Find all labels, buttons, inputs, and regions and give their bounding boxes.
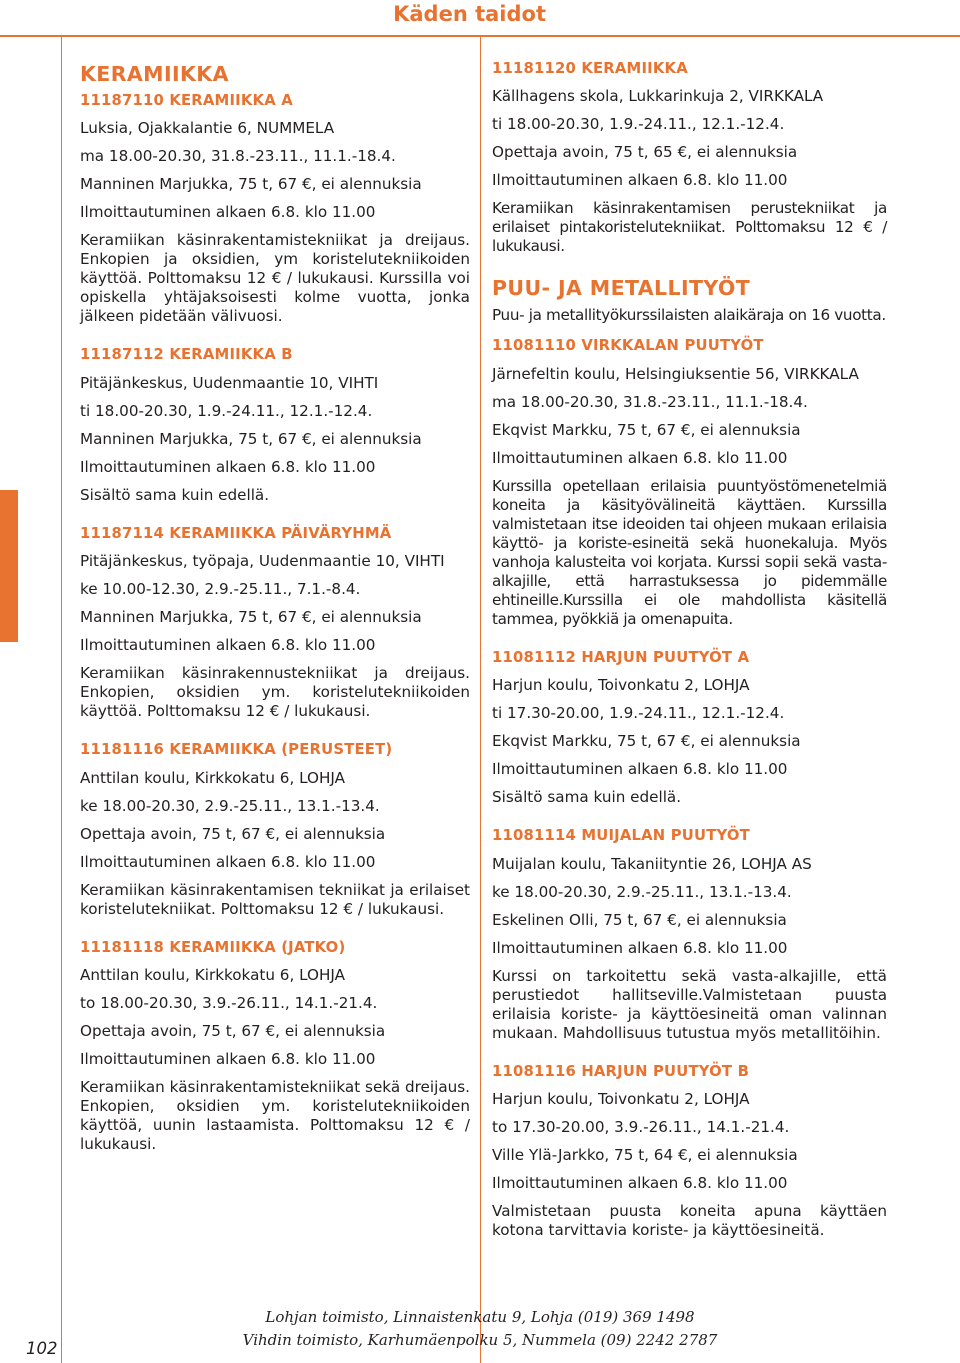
course-title: 11081114 MUIJALAN PUUTYÖT	[492, 827, 750, 845]
course-teacher: Opettaja avoin, 75 t, 65 €, ei alennuksia	[492, 143, 798, 162]
course-location: Harjun koulu, Toivonkatu 2, LOHJA	[492, 1090, 750, 1109]
column-divider	[480, 37, 481, 1363]
course-title: 11181120 KERAMIIKKA	[492, 60, 688, 77]
main-heading-puu-ja-metallityot: PUU- JA METALLITYÖT	[492, 276, 751, 301]
course-registration: Ilmoittautuminen alkaen 6.8. klo 11.00	[492, 171, 788, 190]
course-teacher: Manninen Marjukka, 75 t, 67 €, ei alennuksia	[80, 429, 422, 448]
course-title: 11187114 KERAMIIKKA PÄIVÄRYHMÄ	[80, 524, 392, 542]
course-location: Källhagens skola, Lukkarinkuja 2, VIRKKALA	[492, 87, 824, 106]
course-teacher: Manninen Marjukka, 75 t, 67 €, ei alennuksia	[80, 175, 422, 194]
course-block	[80, 92, 470, 326]
right-column	[492, 60, 887, 1260]
course-block	[492, 649, 887, 807]
course-teacher: Opettaja avoin, 75 t, 67 €, ei alennuksia	[80, 1022, 386, 1041]
section-title: Käden taidot	[393, 2, 546, 26]
left-margin-rule	[0, 37, 62, 1363]
course-description: Valmistetaan puusta koneita apuna käyttäen kotona tarvittavia koriste- ja käyttöesineitä.	[492, 1202, 887, 1240]
course-title: 11181118 KERAMIIKKA (JATKO)	[80, 938, 346, 956]
course-teacher: Ekqvist Markku, 75 t, 67 €, ei alennuksia	[492, 420, 801, 439]
footer-contact	[80, 1306, 880, 1353]
course-location: Muijalan koulu, Takaniityntie 26, LOHJA AS	[492, 854, 812, 873]
course-schedule: to 17.30-20.00, 3.9.-26.11., 14.1.-21.4.	[492, 1118, 790, 1137]
course-teacher: Manninen Marjukka, 75 t, 67 €, ei alennuksia	[80, 608, 422, 627]
course-block	[492, 337, 887, 628]
footer-office-lohja: Lohjan toimisto, Linnaistenkatu 9, Lohja (019) 369 1498	[265, 1308, 695, 1326]
course-description: Keramiikan käsinrakentamistekniikat ja dreijaus. Enkopien ja oksidien, ym koristelutekniikoiden käyttöä. Polttomaksu 12 € / lukukausi. Kurssilla voi opiskella yhtäjaksoisesti kolme vuotta, jonka jälkeen pidetään välivuosi.	[80, 231, 470, 326]
course-schedule: ma 18.00-20.30, 31.8.-23.11., 11.1.-18.4.	[492, 392, 808, 411]
course-schedule: ke 10.00-12.30, 2.9.-25.11., 7.1.-8.4.	[80, 580, 361, 599]
section-subheading: Puu- ja metallityökurssilaisten alaikäraja on 16 vuotta.	[492, 306, 886, 325]
course-title: 11187112 KERAMIIKKA B	[80, 346, 293, 364]
course-description: Keramiikan käsinrakentamisen perustekniikat ja erilaiset pintakoristelutekniikat. Polttomaksu 12 € / lukukausi.	[492, 199, 887, 256]
course-description: Kurssilla opetellaan erilaisia puuntyöstömenetelmiä koneita ja käsityövälineitä käyttäen. Kurssilla valmistetaan itse ideoiden tai ohjeen mukaan erilaisia käyttö- ja koriste-esineitä sekä huonekaluja. Myös vanhoja kalusteita voi korjata. Kurssi sopii sekä vasta-alkajille, että harrastuksessa jo pidemmälle ehtineille.Kurssilla ei ole mahdollista käsitellä tammea, pyökkiä ja omenapuita.	[492, 476, 887, 628]
course-schedule: to 18.00-20.30, 3.9.-26.11., 14.1.-21.4.	[80, 994, 378, 1013]
course-location: Pitäjänkeskus, Uudenmaantie 10, VIHTI	[80, 373, 379, 392]
course-title: 11181116 KERAMIIKKA (PERUSTEET)	[80, 741, 393, 759]
course-registration: Ilmoittautuminen alkaen 6.8. klo 11.00	[80, 457, 376, 476]
course-location: Harjun koulu, Toivonkatu 2, LOHJA	[492, 676, 750, 695]
course-title: 11081116 HARJUN PUUTYÖT B	[492, 1062, 750, 1080]
course-description: Keramiikan käsinrakentamisen tekniikat ja erilaiset koristelutekniikat. Polttomaksu 12 € / lukukausi.	[80, 880, 470, 918]
course-title: 11081112 HARJUN PUUTYÖT A	[492, 648, 750, 666]
course-block	[80, 346, 470, 504]
course-block	[492, 827, 887, 1042]
course-block	[80, 525, 470, 721]
course-description: Sisältö sama kuin edellä.	[492, 788, 682, 807]
course-title: 11187110 KERAMIIKKA A	[80, 91, 293, 109]
course-teacher: Opettaja avoin, 75 t, 67 €, ei alennuksia	[80, 824, 386, 843]
course-block	[80, 939, 470, 1154]
course-registration: Ilmoittautuminen alkaen 6.8. klo 11.00	[492, 1174, 788, 1193]
course-description: Sisältö sama kuin edellä.	[80, 485, 270, 504]
course-title: 11081110 VIRKKALAN PUUTYÖT	[492, 337, 764, 355]
course-location: Anttilan koulu, Kirkkokatu 6, LOHJA	[80, 966, 346, 985]
course-teacher: Eskelinen Olli, 75 t, 67 €, ei alennuksia	[492, 910, 787, 929]
course-teacher: Ekqvist Markku, 75 t, 67 €, ei alennuksia	[492, 732, 801, 751]
footer-office-vihti: Vihdin toimisto, Karhumäenpolku 5, Nummela (09) 2242 2787	[242, 1331, 718, 1350]
page-number: 102	[26, 1339, 58, 1358]
course-registration: Ilmoittautuminen alkaen 6.8. klo 11.00	[80, 636, 376, 655]
course-description: Kurssi on tarkoitettu sekä vasta-alkajille, että perustiedot hallitseville.Valmistetaan puusta erilaisia koriste- ja käyttöesineitä oman valinnan mukaan. Mahdollisuus tutustua myös metallitöihin.	[492, 966, 887, 1042]
course-registration: Ilmoittautuminen alkaen 6.8. klo 11.00	[80, 1050, 376, 1069]
course-location: Pitäjänkeskus, työpaja, Uudenmaantie 10, VIHTI	[80, 552, 445, 571]
course-schedule: ti 18.00-20.30, 1.9.-24.11., 12.1.-12.4.	[492, 115, 785, 134]
course-schedule: ke 18.00-20.30, 2.9.-25.11., 13.1.-13.4.	[492, 882, 792, 901]
course-block	[492, 1063, 887, 1240]
course-location: Anttilan koulu, Kirkkokatu 6, LOHJA	[80, 768, 346, 787]
course-registration: Ilmoittautuminen alkaen 6.8. klo 11.00	[80, 203, 376, 222]
course-schedule: ti 18.00-20.30, 1.9.-24.11., 12.1.-12.4.	[80, 401, 373, 420]
main-heading-keramiikka: KERAMIIKKA	[80, 62, 229, 86]
course-description: Keramiikan käsinrakentamistekniikat sekä dreijaus. Enkopien, oksidien ym. koristelutekniikoiden käyttöä, uunin lastaamista. Polttomaksu 12 € / lukukausi.	[80, 1078, 470, 1154]
course-registration: Ilmoittautuminen alkaen 6.8. klo 11.00	[492, 938, 788, 957]
course-teacher: Ville Ylä-Jarkko, 75 t, 64 €, ei alennuksia	[492, 1146, 798, 1165]
course-registration: Ilmoittautuminen alkaen 6.8. klo 11.00	[492, 448, 788, 467]
course-schedule: ti 17.30-20.00, 1.9.-24.11., 12.1.-12.4.	[492, 704, 785, 723]
course-registration: Ilmoittautuminen alkaen 6.8. klo 11.00	[492, 760, 788, 779]
course-schedule: ma 18.00-20.30, 31.8.-23.11., 11.1.-18.4.	[80, 147, 396, 166]
course-block	[80, 741, 470, 918]
left-column	[80, 60, 470, 1174]
course-block	[492, 60, 887, 256]
side-tab-marker	[0, 490, 18, 642]
course-description: Keramiikan käsinrakennustekniikat ja dreijaus. Enkopien, oksidien ym. koristelutekniikoiden käyttöä. Polttomaksu 12 € / lukukausi.	[80, 664, 470, 721]
course-registration: Ilmoittautuminen alkaen 6.8. klo 11.00	[80, 852, 376, 871]
course-location: Luksia, Ojakkalantie 6, NUMMELA	[80, 119, 335, 138]
course-schedule: ke 18.00-20.30, 2.9.-25.11., 13.1.-13.4.	[80, 796, 380, 815]
course-location: Järnefeltin koulu, Helsingiuksentie 56, VIRKKALA	[492, 364, 859, 383]
